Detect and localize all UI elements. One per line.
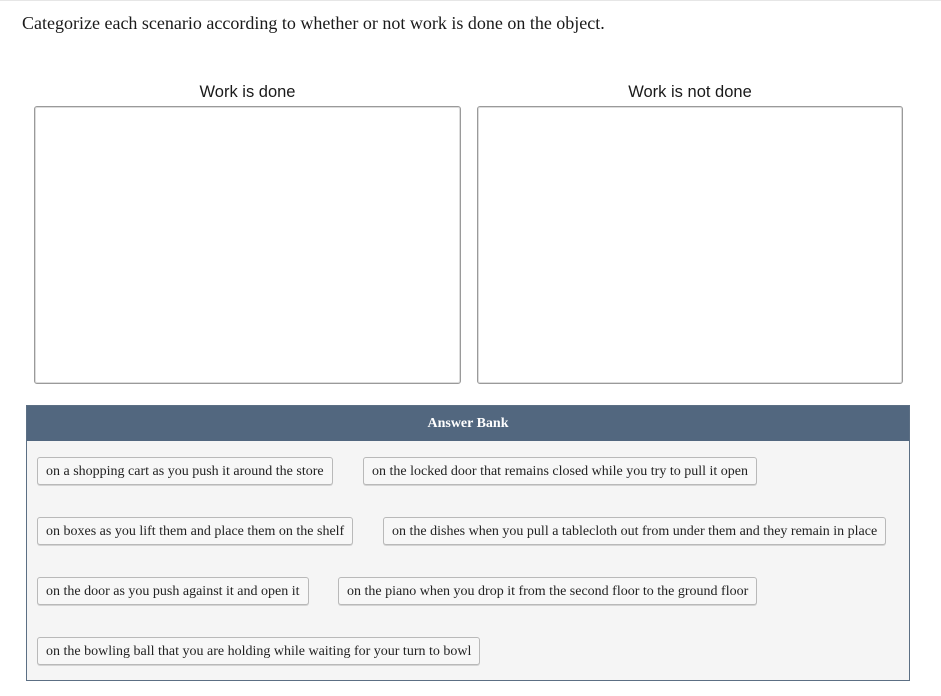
bin-label-work-done: Work is done	[199, 83, 296, 101]
answer-bank	[26, 405, 910, 681]
answer-chip-locked-door[interactable]: on the locked door that remains closed while you try to pull it open	[363, 457, 757, 485]
answer-chip-shopping-cart[interactable]: on a shopping cart as you push it around the store	[37, 457, 333, 485]
top-divider	[0, 0, 941, 3]
answer-chip-boxes-shelf[interactable]: on boxes as you lift them and place them on the shelf	[37, 517, 353, 545]
answer-chip-tablecloth-dishes[interactable]: on the dishes when you pull a tablecloth out from under them and they remain in place	[383, 517, 886, 545]
answer-bank-title: Answer Bank	[27, 406, 909, 441]
answer-chip-door-open[interactable]: on the door as you push against it and open it	[37, 577, 309, 605]
drop-zone-work-not-done[interactable]	[477, 106, 903, 384]
answer-chip-bowling-ball[interactable]: on the bowling ball that you are holding while waiting for your turn to bowl	[37, 637, 480, 665]
bin-label-work-not-done: Work is not done	[628, 83, 752, 101]
instruction-text: Categorize each scenario according to whether or not work is done on the object.	[22, 13, 605, 33]
drop-zone-work-done[interactable]	[34, 106, 461, 384]
answer-chip-piano-drop[interactable]: on the piano when you drop it from the second floor to the ground floor	[338, 577, 757, 605]
